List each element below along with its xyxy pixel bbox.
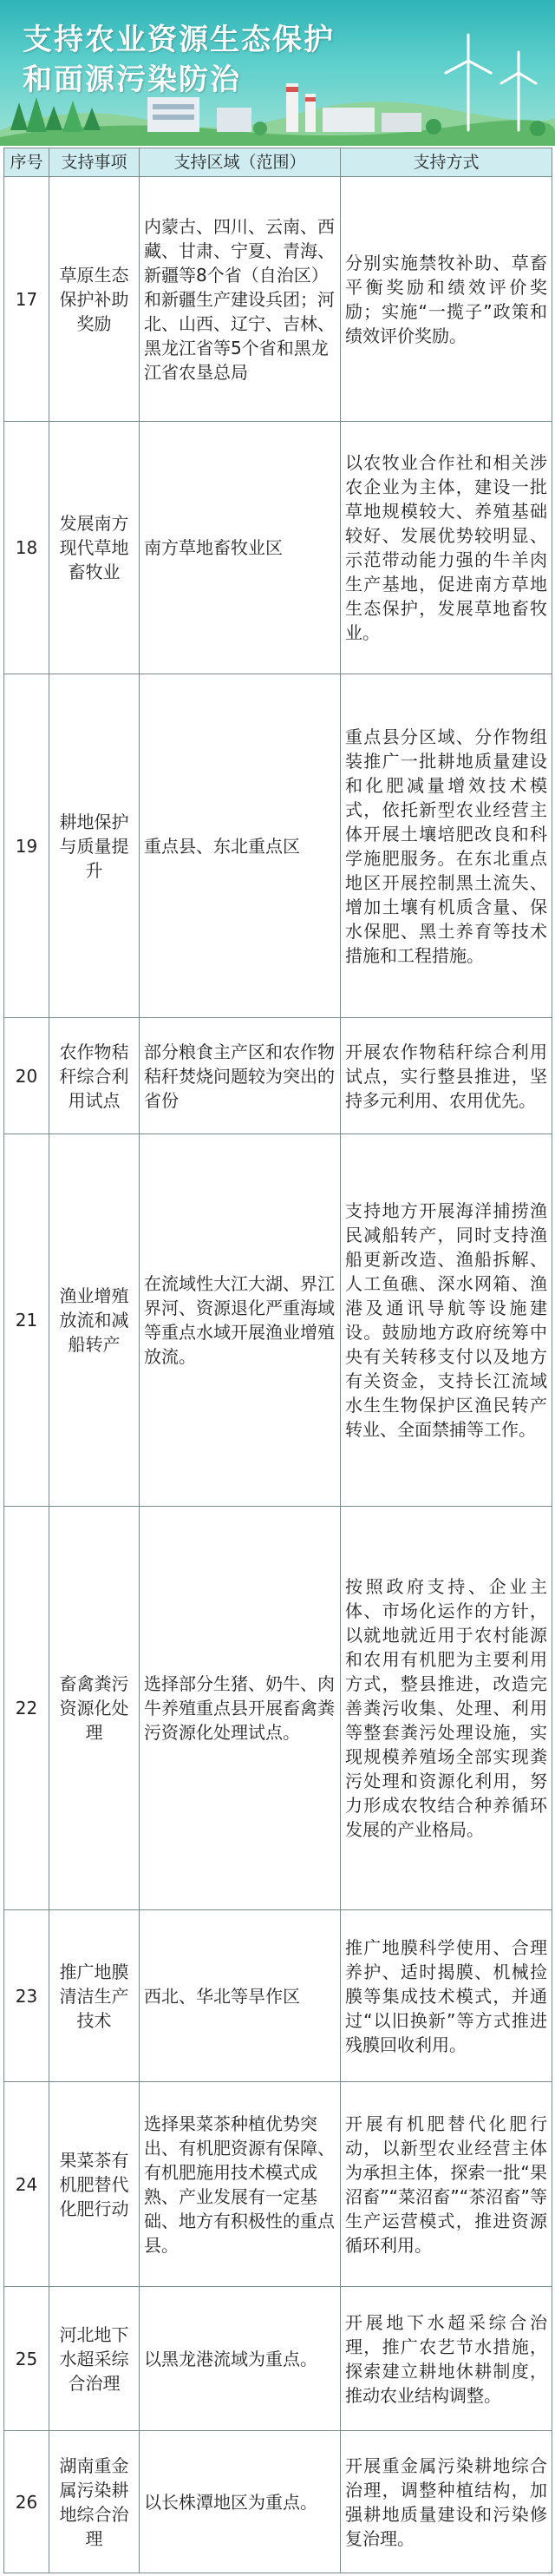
building-icons [147,97,251,132]
table-row [4,674,552,1018]
row-item: 农作物秸秆综合利用试点 [49,1018,140,1134]
banner-title-line2: 和面源污染防治 [23,62,241,97]
row-mode: 开展地下水超采综合治理，推广农艺节水措施，探索建立耕地休耕制度，推动农业结构调整。 [341,2287,552,2431]
row-number: 21 [4,1134,49,1507]
table-row [4,2431,552,2573]
row-mode: 开展有机肥替代化肥行动，以新型农业经营主体为承担主体，探索一批“果沼畜”“菜沼畜”“茶沼畜”等生产运营模式，推进资源循环利用。 [341,2082,552,2287]
row-number: 26 [4,2431,49,2573]
row-area: 在流域性大江大湖、界江界河、资源退化严重海域等重点水域开展渔业增殖放流。 [140,1134,341,1507]
table-row [4,2287,552,2431]
table-row [4,1507,552,1910]
row-area: 选择部分生猪、奶牛、肉牛养殖重点县开展畜禽粪污资源化处理试点。 [140,1507,341,1910]
row-number: 20 [4,1018,49,1134]
row-number: 18 [4,422,49,674]
row-number: 17 [4,177,49,422]
row-item: 推广地膜清洁生产技术 [49,1910,140,2082]
row-area: 重点县、东北重点区 [140,674,341,1018]
row-number: 22 [4,1507,49,1910]
header-cell-item: 支持事项 [49,148,140,177]
table-row [4,2082,552,2287]
row-area: 以黑龙港流域为重点。 [140,2287,341,2431]
header-banner [0,0,555,146]
row-item: 草原生态保护补助奖励 [49,177,140,422]
row-mode: 分别实施禁牧补助、草畜平衡奖励和绩效评价奖励；实施“一揽子”政策和绩效评价奖励。 [341,177,552,422]
row-item: 畜禽粪污资源化处理 [49,1507,140,1910]
row-mode: 支持地方开展海洋捕捞渔民减船转产，同时支持渔船更新改造、渔船拆解、人工鱼礁、深水网箱、渔港及通讯导航等设施建设。鼓励地方政府统筹中央有关转移支付以及地方有关资金，支持长江流域水生生物保护区渔民转产转业、全面禁捕等工作。 [341,1134,552,1507]
table-row [4,1910,552,2082]
row-mode: 推广地膜科学使用、合理养护、适时揭膜、机械捡膜等集成技术模式，并通过“以旧换新”等方式推进残膜回收利用。 [341,1910,552,2082]
row-area: 内蒙古、四川、云南、西藏、甘肃、宁夏、青海、新疆等8个省（自治区）和新疆生产建设兵团；河北、山西、辽宁、吉林、黑龙江省等5个省和黑龙江省农垦总局 [140,177,341,422]
row-item: 发展南方现代草地畜牧业 [49,422,140,674]
row-mode: 开展农作物秸秆综合利用试点，实行整县推进，坚持多元利用、农用优先。 [341,1018,552,1134]
row-item: 渔业增殖放流和减船转产 [49,1134,140,1507]
row-mode: 按照政府支持、企业主体、市场化运作的方针，以就地就近用于农村能源和农用有机肥为主要利用方式，整县推进，改造完善粪污收集、处理、利用等整套粪污处理设施，实现规模养殖场全部实现粪污处理和资源化利用，努力形成农牧结合种养循环发展的产业格局。 [341,1507,552,1910]
row-area: 选择果菜茶种植优势突出、有机肥资源有保障、有机肥施用技术模式成熟、产业发展有一定基础、地方有积极性的重点县。 [140,2082,341,2287]
support-table [3,148,552,2573]
row-item: 河北地下水超采综合治理 [49,2287,140,2431]
table-row [4,1018,552,1134]
row-mode: 重点县分区域、分作物组装推广一批耕地质量建设和化肥减量增效技术模式，依托新型农业经营主体开展土壤培肥改良和科学施肥服务。在东北重点地区开展控制黑土流失、增加土壤有机质含量、保水保肥、黑土养育等技术措施和工程措施。 [341,674,552,1018]
row-area: 以长株潭地区为重点。 [140,2431,341,2573]
row-area: 部分粮食主产区和农作物秸秆焚烧问题较为突出的省份 [140,1018,341,1134]
banner-title-line1: 支持农业资源生态保护 [23,23,335,57]
table-row [4,177,552,422]
row-mode: 以农牧业合作社和相关涉农企业为主体，建设一批草地规模较大、养殖基础较好、发展优势较明显、示范带动能力强的牛羊肉生产基地，促进南方草地生态保护，发展草地畜牧业。 [341,422,552,674]
header-cell-no: 序号 [4,148,49,177]
table-row [4,1134,552,1507]
header-cell-area: 支持区域（范围） [140,148,341,177]
row-mode: 开展重金属污染耕地综合治理，调整种植结构，加强耕地质量建设和污染修复治理。 [341,2431,552,2573]
row-area: 南方草地畜牧业区 [140,422,341,674]
row-item: 湖南重金属污染耕地综合治理 [49,2431,140,2573]
row-number: 25 [4,2287,49,2431]
row-number: 19 [4,674,49,1018]
row-number: 24 [4,2082,49,2287]
row-number: 23 [4,1910,49,2082]
row-area: 西北、华北等旱作区 [140,1910,341,2082]
row-item: 耕地保护与质量提升 [49,674,140,1018]
table-header-row [4,148,552,177]
row-item: 果菜茶有机肥替代化肥行动 [49,2082,140,2287]
header-cell-mode: 支持方式 [341,148,552,177]
table-row [4,422,552,674]
